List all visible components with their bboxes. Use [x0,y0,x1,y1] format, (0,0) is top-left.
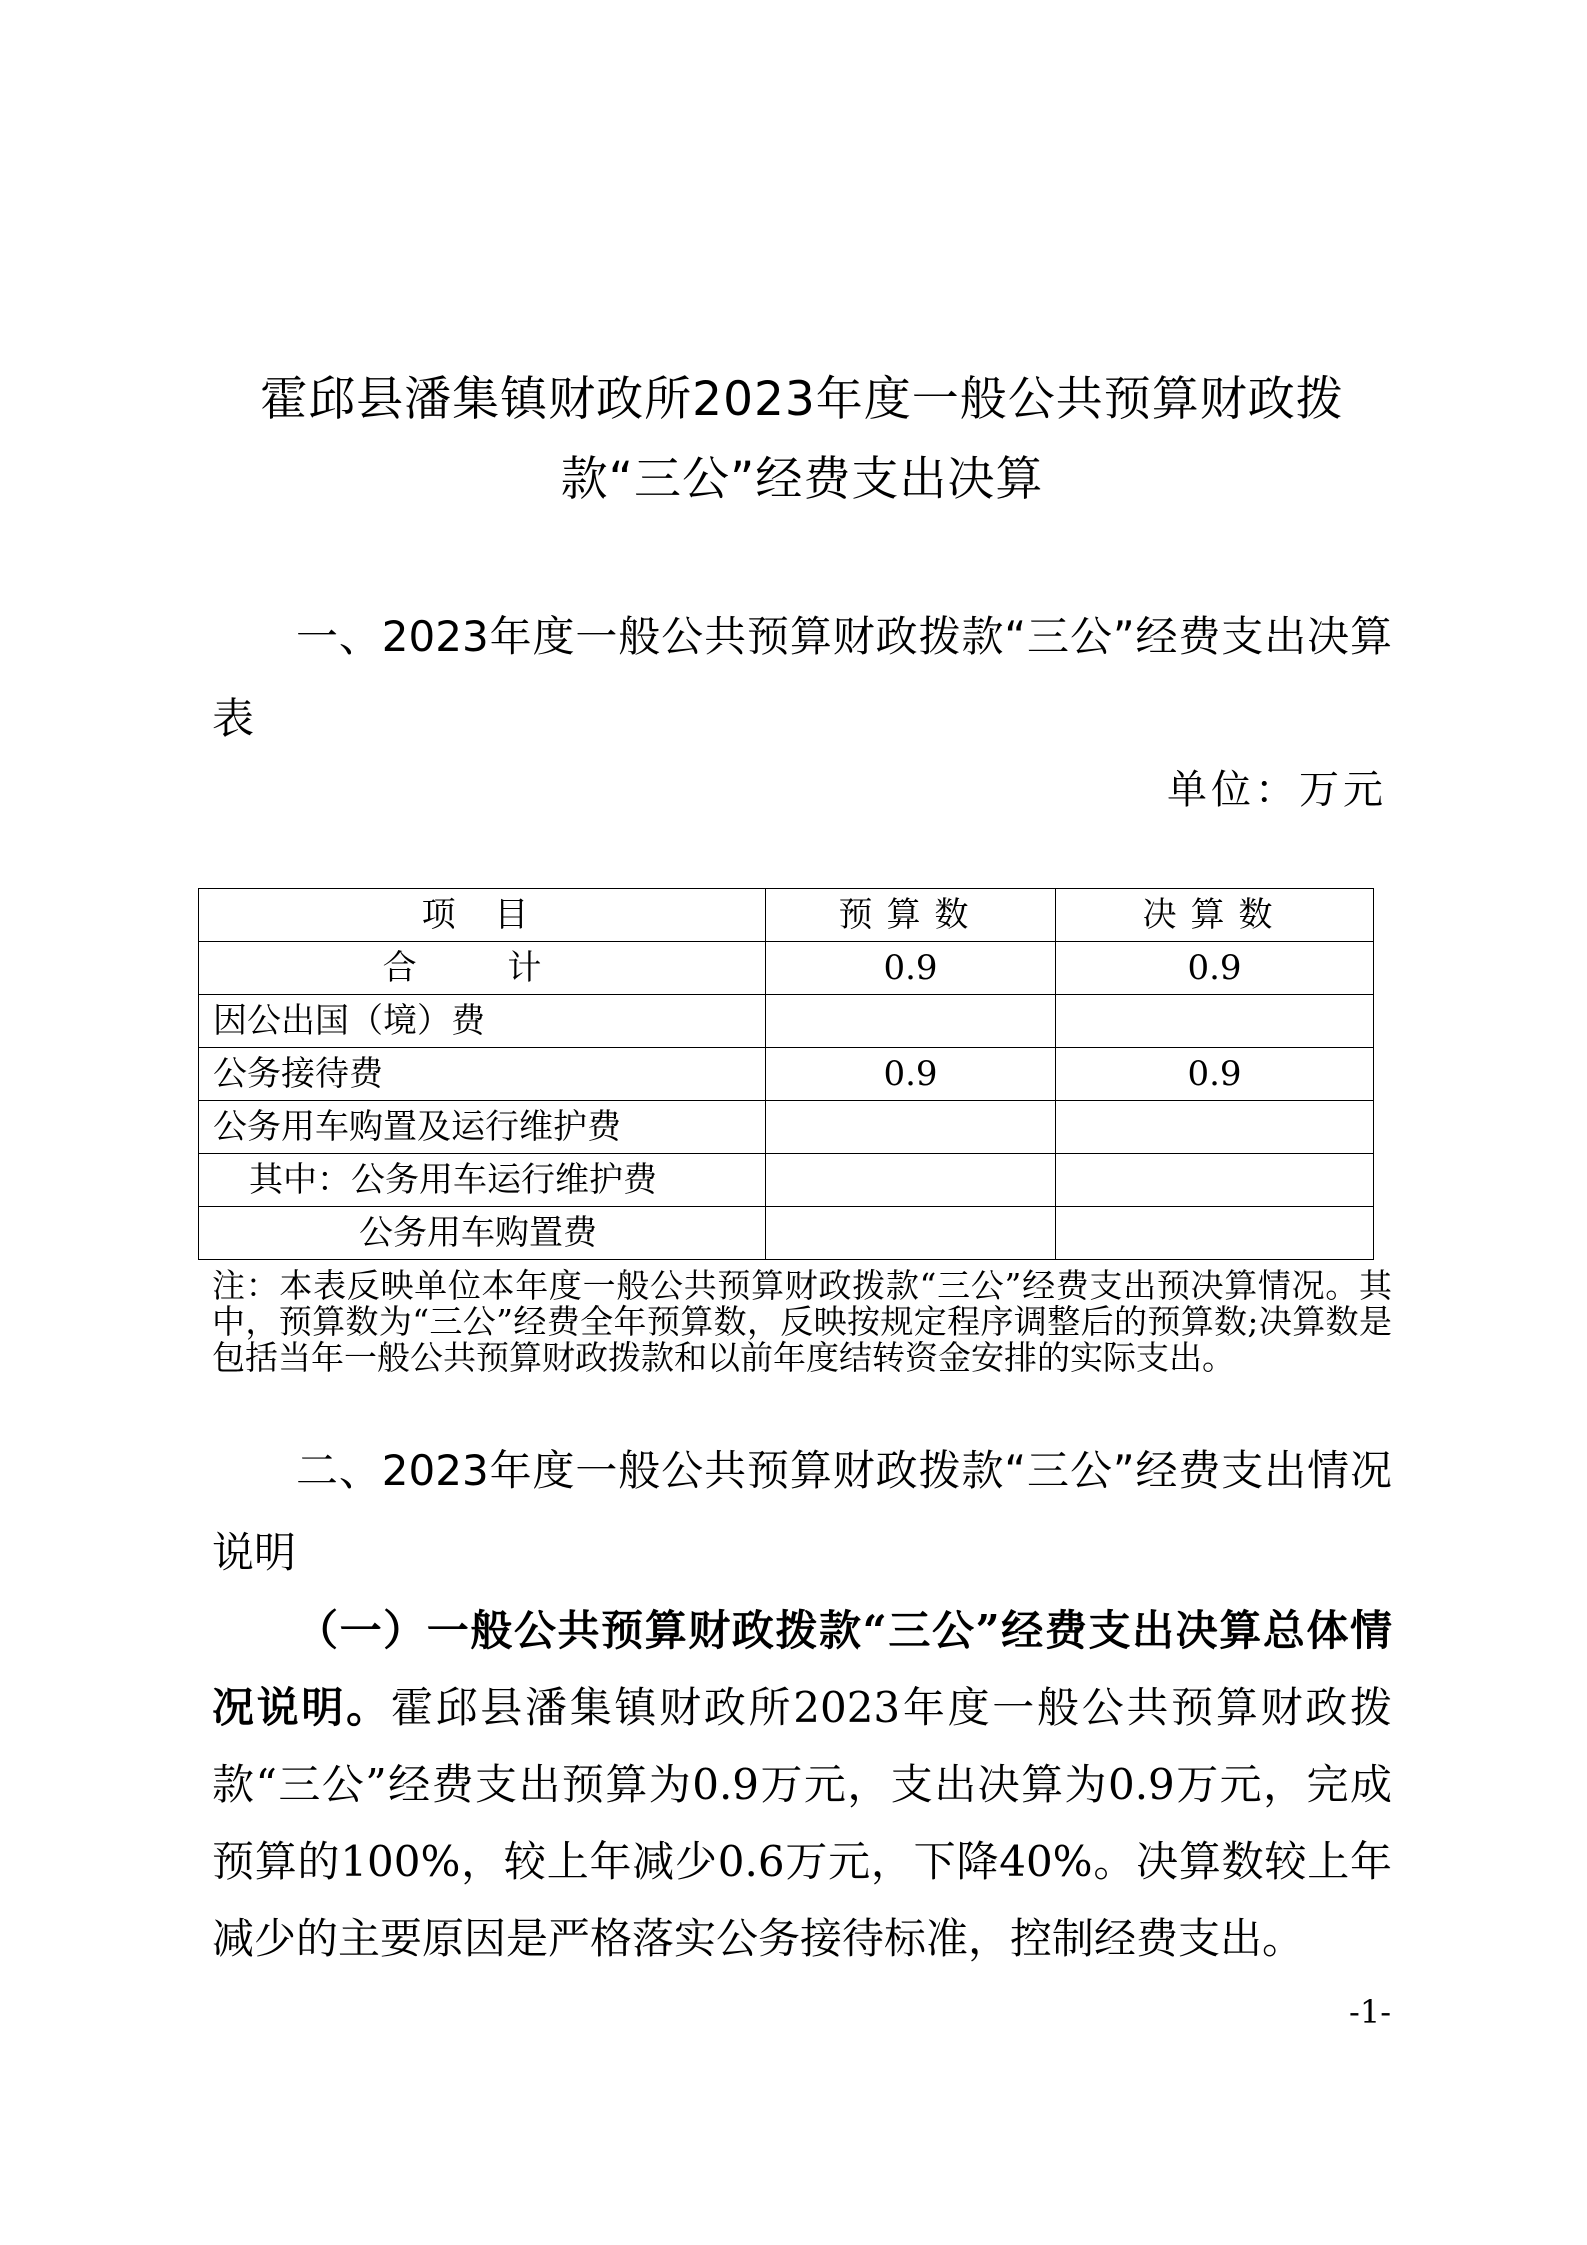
header-budget: 预算数 [766,889,1056,942]
row-item: 因公出国（境）费 [199,995,766,1048]
row-budget: 0.9 [766,942,1056,995]
row-item: 合 计 [199,942,766,995]
row-final [1056,995,1374,1048]
paragraph-body: 霍邱县潘集镇财政所2023年度一般公共预算财政拨款“三公”经费支出预算为0.9万元，支出决算为0.9万元，完成预算的100%，较上年减少0.6万元，下降40%。决算数较上年减少的主要原因是严格落实公务接待标准，控制经费支出。 [212,1683,1392,1963]
table-row [199,1154,1374,1207]
table-row [199,1101,1374,1154]
row-item: 公务用车购置费 [199,1207,766,1260]
table-header-row [199,889,1374,942]
row-item: 其中：公务用车运行维护费 [199,1154,766,1207]
table-row-total [199,942,1374,995]
unit-label: 单位：万元 [1167,767,1387,813]
row-budget: 0.9 [766,1048,1056,1101]
row-final: 0.9 [1056,1048,1374,1101]
row-final [1056,1101,1374,1154]
row-budget [766,995,1056,1048]
table-note: 注：本表反映单位本年度一般公共预算财政拨款“三公”经费支出预决算情况。其中，预算数为“三公”经费全年预算数，反映按规定程序调整后的预算数;决算数是包括当年一般公共预算财政拨款和以前年度结转资金安排的实际支出。 [212,1266,1392,1377]
row-budget [766,1207,1056,1260]
section-1-heading: 一、2023年度一般公共预算财政拨款“三公”经费支出决算表 [212,612,1392,743]
body-paragraph [212,1592,1392,1977]
row-final: 0.9 [1056,942,1374,995]
row-budget [766,1154,1056,1207]
budget-table [198,888,1374,1260]
row-item: 公务用车购置及运行维护费 [199,1101,766,1154]
page-title: 霍邱县潘集镇财政所2023年度一般公共预算财政拨款“三公”经费支出决算 [260,372,1344,507]
row-final [1056,1207,1374,1260]
page-number: -1- [1349,1993,1391,2031]
table-row [199,995,1374,1048]
header-final: 决算数 [1056,889,1374,942]
row-item: 公务接待费 [199,1048,766,1101]
table-row [199,1048,1374,1101]
section-2-heading: 二、2023年度一般公共预算财政拨款“三公”经费支出情况说明 [212,1446,1392,1577]
paragraph-lead: （一）一般公共预算财政拨款“三公”经费支出决算总体情况说明。 [212,1606,1392,1732]
header-item: 项 目 [199,889,766,942]
table-row [199,1207,1374,1260]
row-budget [766,1101,1056,1154]
row-final [1056,1154,1374,1207]
